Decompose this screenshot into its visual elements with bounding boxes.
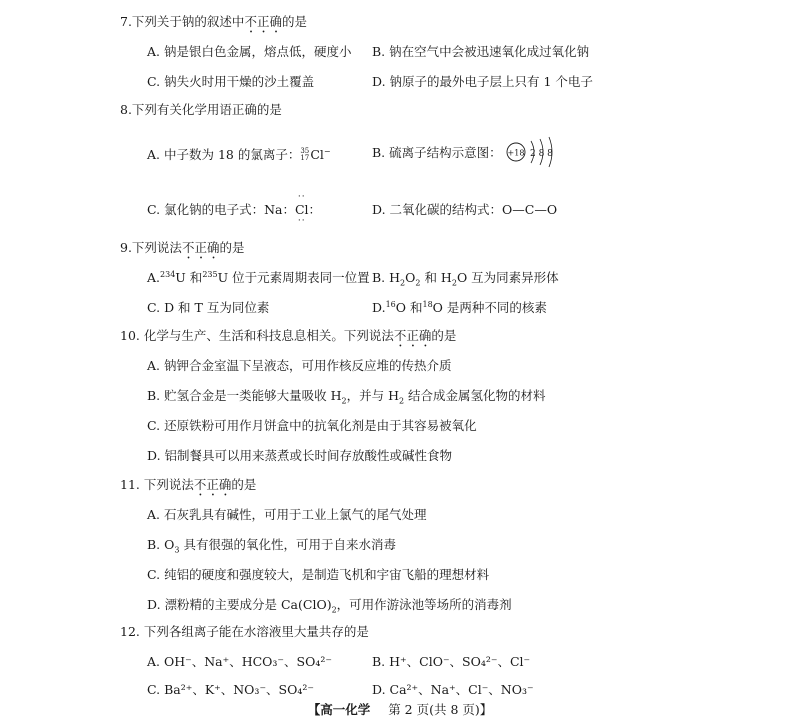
page-footer (0, 700, 800, 718)
nucleus-label: +18 (507, 148, 525, 158)
option-a: A.$^{234}$U 和$^{235}$U 位于元素周期表同一位置 (147, 269, 370, 285)
option-b: B. $O_3$ 具有很强的氧化性，可用于自来水消毒 (147, 537, 396, 555)
option-d: D. Ca²⁺、Na⁺、Cl⁻、NO₃⁻ (372, 682, 534, 697)
option-a: A. 钠钾合金室温下呈液态，可用作核反应堆的传热介质 (147, 358, 452, 373)
option-b: B. 钠在空气中会被迅速氧化成过氧化钠 (372, 44, 590, 59)
option-c: C. 纯铝的硬度和强度较大，是制造飞机和宇宙飞船的理想材料 (147, 567, 490, 582)
electron-dot-chlorine: ·· Cl ·· (294, 192, 309, 226)
nuclide-notation: 35 17 (300, 147, 310, 162)
option-d: D. 铝制餐具可以用来蒸煮或长时间存放酸性或碱性食物 (147, 448, 453, 463)
question-8-stem: 8.下列有关化学用语正确的是 (120, 102, 282, 117)
option-a: A. 石灰乳具有碱性，可用于工业上氯气的尾气处理 (147, 507, 427, 522)
option-d: D. 钠原子的最外电子层上只有 1 个电子 (372, 74, 593, 89)
footer-course: 【高一化学 (307, 702, 371, 717)
question-11-stem: 11. 下列说法不正确的是 (120, 477, 257, 492)
option-a: A. OH⁻、Na⁺、HCO₃⁻、SO₄²⁻ (147, 654, 332, 669)
question-9-stem: 9.下列说法不正确的是 (120, 240, 245, 255)
emphasis-text: 不正确 (193, 477, 232, 492)
question-10-stem: 10. 化学与生产、生活和科技息息相关。下列说法不正确的是 (120, 328, 457, 343)
option-c: C. Ba²⁺、K⁺、NO₃⁻、SO₄²⁻ (147, 682, 314, 697)
option-c: C. 还原铁粉可用作月饼盒中的抗氧化剂是由于其容易被氧化 (147, 418, 477, 433)
option-a: A. 中子数为 18 的氯离子： 35 17 Cl− (147, 146, 331, 162)
emphasis-text: 不正确 (393, 328, 432, 343)
footer-page-number: 第 2 页(共 8 页)】 (388, 702, 493, 717)
option-c: C. D 和 T 互为同位素 (147, 300, 270, 315)
option-c: C. 氯化钠的电子式：Na： ·· Cl ·· ： (147, 192, 322, 226)
option-d: D. 二氧化碳的结构式：O—C—O (372, 202, 558, 217)
option-d: D.$^{16}$O 和$^{18}$O 是两种不同的核素 (372, 299, 547, 315)
question-12-stem: 12. 下列各组离子能在水溶液里大量共存的是 (120, 624, 369, 639)
sulfide-ion-structure-diagram (506, 135, 570, 169)
option-c: C. 钠失火时用干燥的沙土覆盖 (147, 74, 315, 89)
shell-electrons: 2 8 8 (529, 149, 553, 159)
option-b: B. 硫离子结构示意图： +18 2 8 8 (372, 135, 570, 169)
emphasis-text: 不正确 (244, 14, 282, 29)
option-b: B. $H_2O_2$ 和 $H_2O$ 互为同素异形体 (372, 270, 559, 288)
question-7-stem: 7.下列关于钠的叙述中不正确的是 (120, 14, 307, 29)
emphasis-text: 不正确 (181, 240, 220, 255)
option-d: D. 漂粉精的主要成分是 $Ca(ClO)_2$，可用作游泳池等场所的消毒剂 (147, 597, 512, 615)
option-b: B. H⁺、ClO⁻、SO₄²⁻、Cl⁻ (372, 654, 531, 669)
option-b: B. 贮氢合金是一类能够大量吸收 $H_2$，并与 $H_2$ 结合成金属氢化物的材料 (147, 388, 546, 406)
option-a: A. 钠是银白色金属，熔点低，硬度小 (147, 44, 352, 59)
